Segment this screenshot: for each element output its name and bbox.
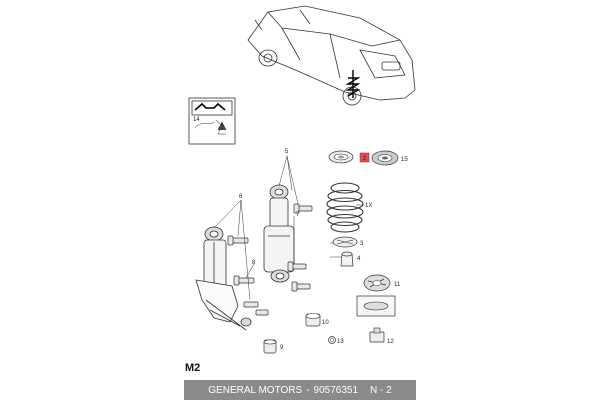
callout-10: 10 (322, 320, 329, 326)
callout-8: 8 (252, 260, 256, 266)
nut-13 (329, 337, 336, 344)
sleeve-9 (264, 340, 276, 353)
callout-14: 14 (193, 117, 200, 123)
bolt-7 (288, 262, 306, 271)
top-mount-2 (329, 151, 353, 163)
bushing-10 (306, 314, 320, 327)
clip-12 (370, 328, 384, 342)
footer-separator: - (306, 384, 310, 396)
callout-7: 7 (296, 212, 300, 218)
callout-1: 1X (365, 203, 373, 209)
spring-location-marker (348, 70, 358, 98)
coil-spring-1 (327, 183, 363, 232)
bolt-8a (234, 276, 254, 285)
bolt-6b (244, 302, 268, 315)
bracket-plate (357, 296, 395, 316)
callout-12: 12 (387, 339, 394, 345)
cap-11 (364, 275, 390, 291)
spring-seat-15 (372, 151, 398, 165)
spring-insulator-3 (333, 237, 357, 247)
callout-9: 9 (280, 345, 284, 351)
footer-bar (184, 380, 416, 400)
callout-3: 3 (360, 241, 364, 247)
callout-15: 15 (401, 157, 408, 163)
car-illustration (248, 6, 415, 105)
bolt-8b (292, 282, 310, 291)
footer-brand: GENERAL MOTORS (208, 384, 303, 396)
callout-5: 5 (285, 149, 289, 155)
page-label: M2 (185, 362, 201, 374)
bump-stop-4 (341, 252, 353, 266)
footer-part-number: 90576351 (313, 384, 359, 396)
footer-page-ref: N - 2 (370, 384, 392, 396)
callout-11: 11 (394, 282, 401, 288)
callout-4: 4 (357, 256, 361, 262)
callout-6: 6 (239, 194, 243, 200)
callout-13: 13 (337, 339, 344, 345)
callout-2: 2 (363, 156, 367, 162)
